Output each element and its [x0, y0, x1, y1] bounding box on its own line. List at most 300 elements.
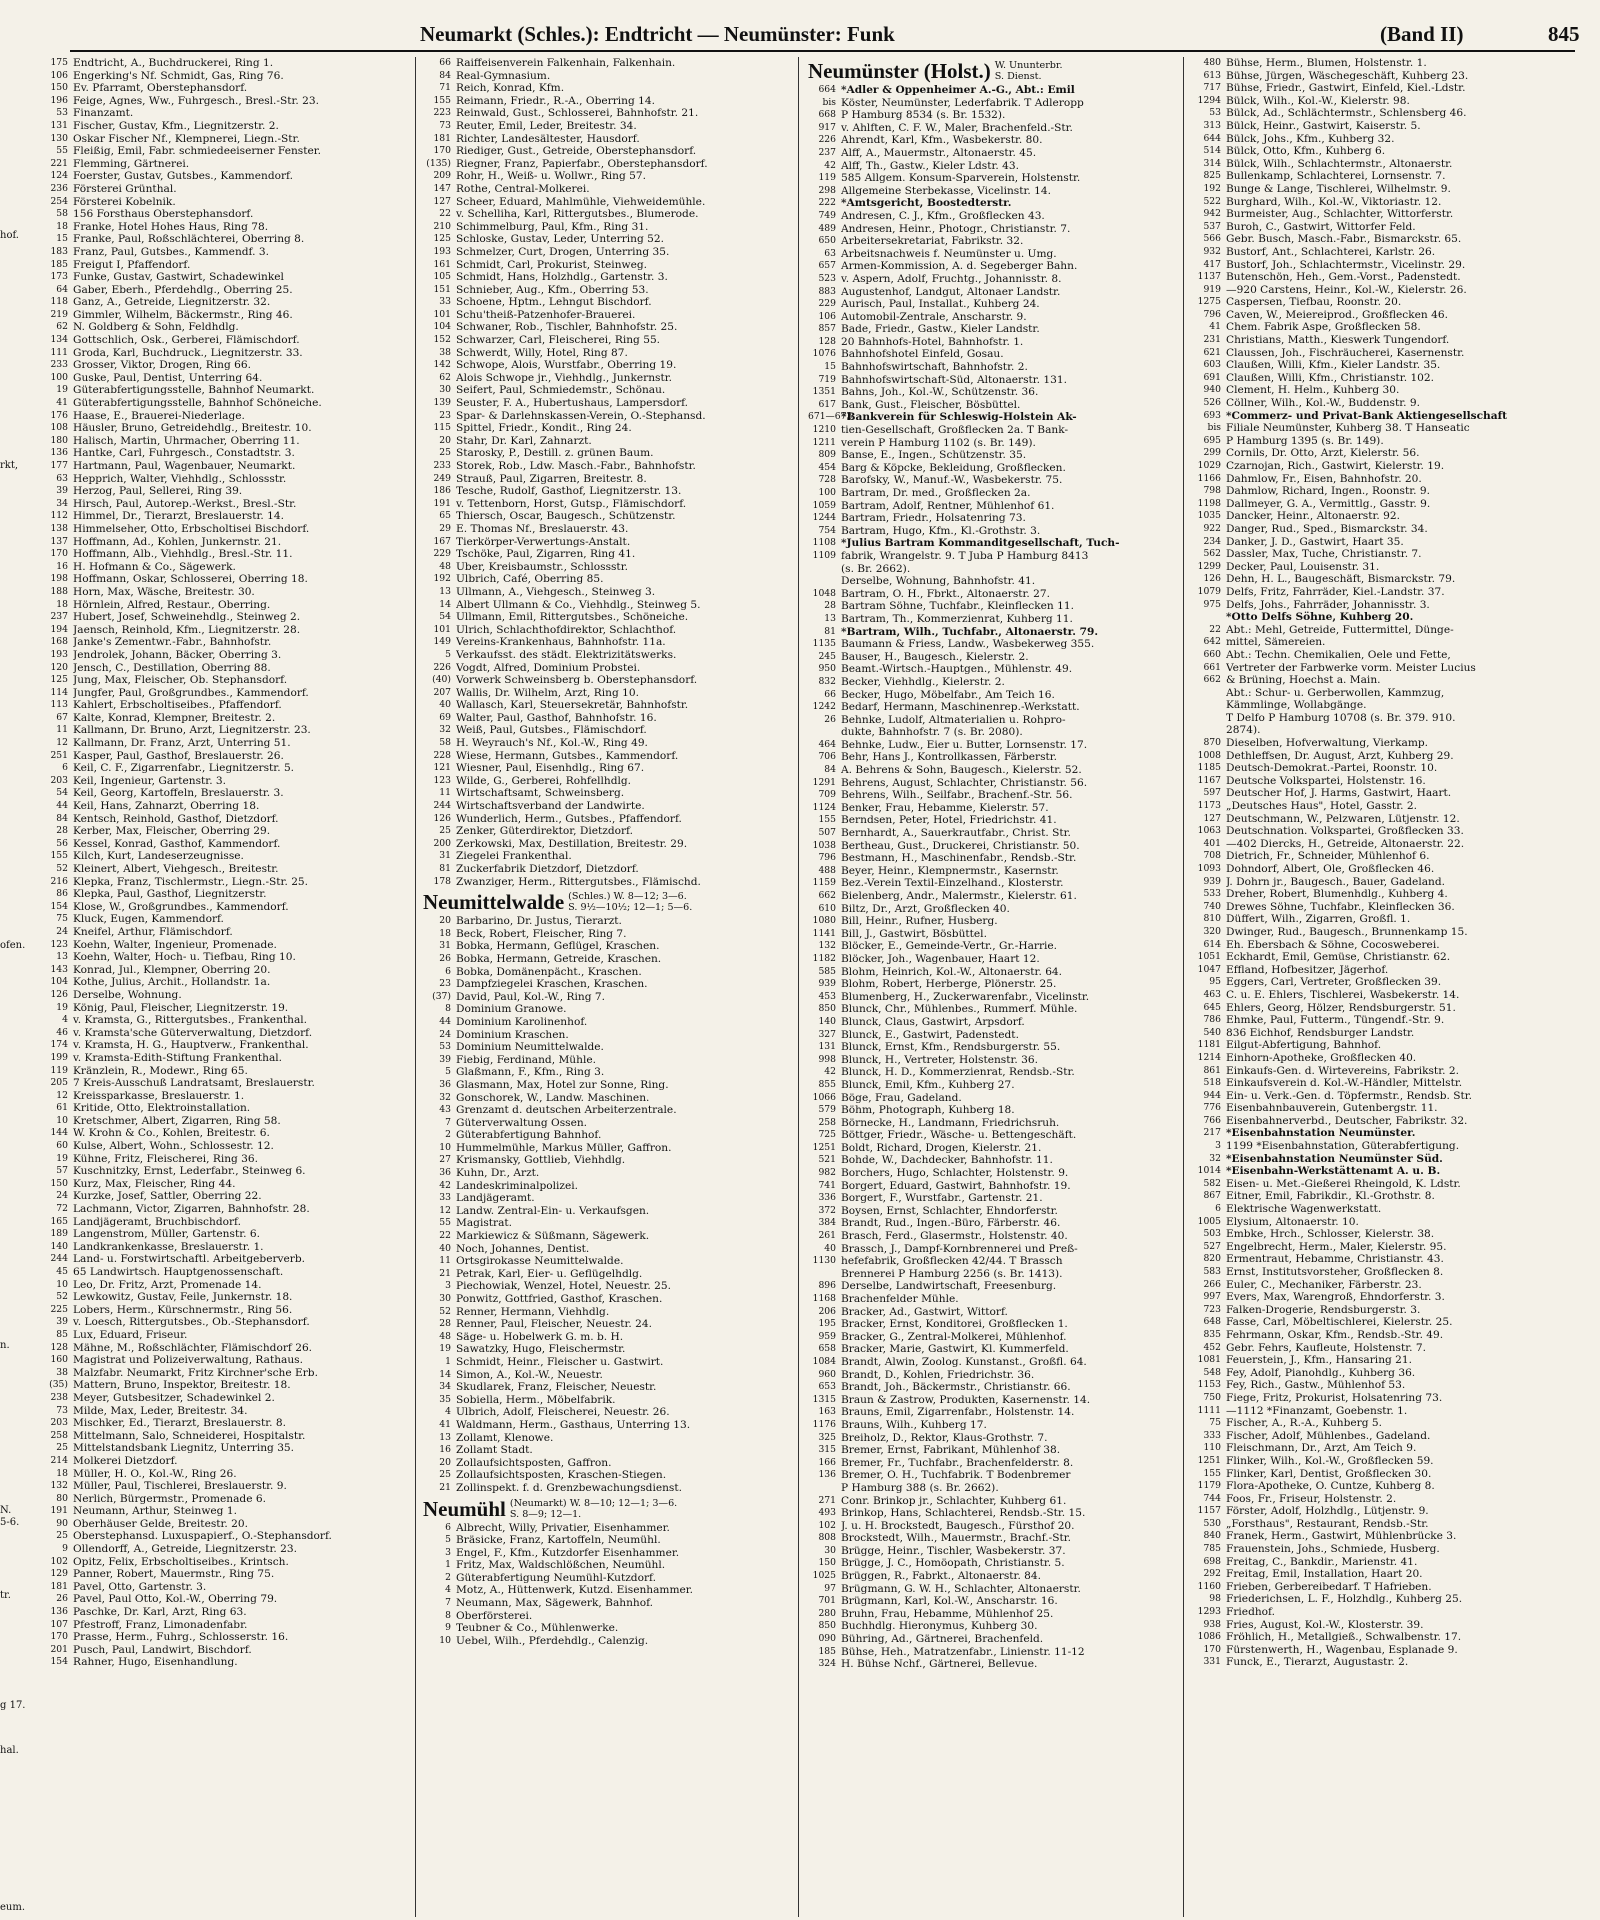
phone-number: 41 — [439, 1418, 451, 1430]
phone-number: 8 — [445, 1609, 451, 1621]
subscriber-name: Bracker, Marie, Gastwirt, Kl. Kummerfeld. — [841, 1343, 1069, 1356]
subscriber-name: Müller, H. O., Kol.-W., Ring 26. — [73, 1467, 237, 1480]
phone-number: 25 — [439, 825, 451, 837]
directory-entry — [40, 133, 415, 146]
subscriber-name: hefefabrik, Großflecken 42/44. T Brassch — [841, 1255, 1063, 1268]
directory-entry — [423, 158, 798, 171]
subscriber-name: Brandt, D., Kohlen, Friedrichstr. 36. — [841, 1368, 1035, 1381]
phone-number: 1084 — [812, 1355, 836, 1367]
phone-number: 1 — [445, 1355, 451, 1367]
subscriber-name: Häusler, Bruno, Getreidehdlg., Breitestr. 10. — [73, 422, 312, 435]
phone-number — [1193, 611, 1226, 624]
directory-entry — [808, 714, 1183, 727]
directory-entry — [808, 1633, 1183, 1646]
phone-number: 1063 — [1197, 825, 1221, 837]
office-hours: W. Ununterbr. S. Dienst. — [994, 60, 1063, 82]
subscriber-name: Herzog, Paul, Sellerei, Ring 39. — [73, 485, 243, 498]
subscriber-name: Bülck, Ad., Schlächtermstr., Schlensberg 46. — [1226, 107, 1467, 120]
directory-entry — [40, 536, 415, 549]
subscriber-name: Mattern, Bruno, Inspektor, Breitestr. 18. — [73, 1379, 291, 1392]
phone-number: 1066 — [812, 1091, 836, 1103]
subscriber-name: Bernhardt, A., Sauerkrautfabr., Christ. Str. — [841, 827, 1071, 840]
subscriber-name: Güterabfertigung Neumühl-Kutzdorf. — [456, 1571, 656, 1584]
phone-number: 40 — [439, 699, 451, 711]
phone-number — [808, 563, 841, 576]
phone-number: 1160 — [1197, 1580, 1221, 1592]
phone-number: 518 — [1203, 1077, 1221, 1089]
subscriber-name: A. Behrens & Sohn, Baugesch., Kielerstr. 52. — [841, 764, 1082, 777]
directory-entry — [808, 1306, 1183, 1319]
phone-number: 42 — [824, 1066, 836, 1078]
subscriber-name: Freigut I, Pfaffendorf. — [73, 258, 191, 271]
phone-number: 870 — [1203, 737, 1221, 749]
phone-number: 261 — [818, 1230, 836, 1242]
directory-entry — [1193, 170, 1568, 183]
phone-number: 940 — [1203, 384, 1221, 396]
phone-number: 1111 — [1197, 1404, 1221, 1416]
directory-entry — [808, 411, 1183, 424]
subscriber-name: Ernst, Institutsvorsteher, Großflecken 8. — [1226, 1266, 1444, 1278]
directory-entry — [808, 1343, 1183, 1356]
directory-entry — [1193, 750, 1568, 763]
phone-number: 1214 — [1197, 1051, 1221, 1063]
subscriber-name: Kämmlinge, Wollabgänge. — [1226, 699, 1367, 712]
subscriber-name: Simon, A., Kol.-W., Neuestr. — [456, 1368, 603, 1381]
subscriber-name: Dohndorf, Albert, Ole, Großflecken 46. — [1226, 863, 1435, 875]
subscriber-name: Bahnhofswirtschaft, Bahnhofstr. 2. — [841, 361, 1028, 374]
directory-entry — [423, 246, 798, 259]
subscriber-name: Panner, Robert, Mauermstr., Ring 75. — [73, 1568, 275, 1581]
directory-entry — [40, 347, 415, 360]
directory-entry — [423, 1003, 798, 1016]
subscriber-name: Andresen, Heinr., Photogr., Christianstr. 7. — [841, 222, 1071, 235]
directory-entry — [40, 939, 415, 952]
directory-entry — [1193, 473, 1568, 486]
left-margin-fragments — [0, 55, 36, 1915]
directory-entry — [40, 70, 415, 83]
directory-entry — [40, 825, 415, 838]
phone-number: 613 — [1203, 69, 1221, 81]
phone-number — [1193, 712, 1226, 725]
phone-number: 115 — [433, 422, 451, 434]
subscriber-name: Hepprich, Walter, Viehhdlg., Schlossstr. — [73, 472, 287, 485]
subscriber-name: Blohm, Heinrich, Kol.-W., Altonaerstr. 64. — [841, 965, 1063, 978]
subscriber-name: J. u. H. Brockstedt, Baugesch., Fürsthof 20. — [841, 1519, 1075, 1532]
phone-number: 41 — [1209, 321, 1221, 333]
directory-entry — [40, 649, 415, 662]
subscriber-name: Seifert, Paul, Schmiedemstr., Schönau. — [456, 384, 666, 397]
column-4 — [1193, 57, 1568, 1917]
phone-number: 150 — [818, 1557, 836, 1569]
subscriber-name: Bill, J., Gastwirt, Bösbüttel. — [841, 927, 987, 940]
directory-entry — [1193, 926, 1568, 939]
phone-number: 180 — [50, 434, 68, 446]
phone-number: 464 — [818, 738, 836, 750]
subscriber-name: Stahr, Dr. Karl, Zahnarzt. — [456, 434, 592, 447]
directory-entry — [1193, 536, 1568, 549]
directory-entry — [40, 1165, 415, 1178]
subscriber-name: Zollamt, Klenowe. — [456, 1431, 554, 1444]
subscriber-name: Bracker, Ad., Gastwirt, Wittorf. — [841, 1305, 1008, 1318]
phone-number: 527 — [1203, 1240, 1221, 1252]
directory-entry — [423, 359, 798, 372]
subscriber-name: Bestmann, H., Maschinenfabr., Rendsb.-Str. — [841, 852, 1077, 865]
phone-number: 193 — [50, 648, 68, 660]
office-hours: (Neumarkt) W. 8—10; 12—1; 3—6. S. 8—9; 12—1. — [509, 1497, 678, 1520]
phone-number: 808 — [818, 1532, 836, 1544]
phone-number: 27 — [439, 1154, 451, 1166]
phone-number: 63 — [824, 247, 836, 259]
subscriber-name: Richter, Landesältester, Hausdorf. — [456, 132, 640, 145]
directory-entry — [1193, 1090, 1568, 1103]
phone-number: 72 — [56, 1203, 68, 1215]
phone-number: 128 — [50, 1341, 68, 1353]
subscriber-name: Deutsch-Demokrat.-Partei, Roonstr. 10. — [1226, 762, 1438, 775]
margin-fragment: N. — [0, 1505, 12, 1516]
subscriber-name: Klose, W., Großgrundbes., Kammendorf. — [73, 900, 289, 913]
directory-entry — [1193, 1581, 1568, 1594]
subscriber-name: Brachenfelder Mühle. — [841, 1293, 959, 1305]
directory-entry — [423, 1356, 798, 1369]
phone-number — [1193, 724, 1226, 737]
directory-entry — [808, 626, 1183, 639]
subscriber-name: —920 Carstens, Heinr., Kol.-W., Kielerstr. 26. — [1226, 283, 1467, 296]
directory-entry — [1193, 334, 1568, 347]
subscriber-name: Bremer, O. H., Tuchfabrik. T Bodenbremer — [841, 1469, 1071, 1482]
directory-entry — [808, 374, 1183, 387]
phone-number: 15 — [824, 361, 836, 373]
phone-number: 231 — [1203, 334, 1221, 346]
subscriber-name: Feige, Agnes, Ww., Fuhrgesch., Bresl.-Str. 23. — [73, 94, 320, 107]
phone-number: 19 — [56, 384, 68, 396]
subscriber-name: Molkerei Dietzdorf. — [73, 1454, 178, 1467]
phone-number: 5 — [445, 1066, 451, 1078]
directory-entry — [1193, 1631, 1568, 1644]
phone-number: 170 — [50, 548, 68, 560]
phone-number: 155 — [1203, 1467, 1221, 1479]
subscriber-name: Koehn, Walter, Ingenieur, Promenade. — [73, 938, 277, 951]
phone-number: 754 — [818, 524, 836, 536]
directory-entry — [40, 485, 415, 498]
directory-entry — [40, 221, 415, 234]
phone-number: 189 — [50, 1228, 68, 1240]
subscriber-name: Ev. Pfarramt, Oberstephansdorf. — [73, 82, 248, 95]
directory-entry — [1193, 624, 1568, 637]
subscriber-name: Hoffmann, Alb., Viehhdlg., Bresl.-Str. 11. — [73, 548, 293, 561]
directory-entry — [808, 1167, 1183, 1180]
subscriber-name: Riediger, Gust., Getreide, Oberstephansdorf. — [456, 145, 697, 158]
directory-entry — [808, 1595, 1183, 1608]
phone-number: 1351 — [812, 386, 836, 398]
subscriber-name: Beamt.-Wirtsch.-Hauptgen., Mühlenstr. 49. — [841, 663, 1073, 676]
phone-number: 648 — [1203, 1316, 1221, 1328]
directory-entry — [40, 1518, 415, 1531]
phone-number: 1185 — [1197, 762, 1221, 774]
directory-entry — [1193, 183, 1568, 196]
directory-entry — [808, 1255, 1183, 1268]
subscriber-name: Ortsgirokasse Neumittelwalde. — [456, 1255, 624, 1268]
phone-number: 4 — [445, 1406, 451, 1418]
phone-number — [1193, 699, 1226, 712]
subscriber-name: Böhm, Photograph, Kuhberg 18. — [841, 1104, 1015, 1117]
phone-number: 548 — [1203, 1366, 1221, 1378]
phone-number: 134 — [50, 334, 68, 346]
phone-number: 16 — [439, 1444, 451, 1456]
directory-entry — [40, 1379, 415, 1392]
phone-number: 104 — [433, 321, 451, 333]
subscriber-name: Kurz, Max, Fleischer, Ring 44. — [73, 1177, 236, 1190]
subscriber-name: Bobka, Hermann, Getreide, Kraschen. — [456, 952, 662, 965]
subscriber-name: Gaber, Eberh., Pferdehdlg., Oberring 25. — [73, 283, 293, 296]
directory-entry — [423, 1457, 798, 1470]
subscriber-name: Güterabfertigung Bahnhof. — [456, 1129, 602, 1142]
directory-entry — [1193, 246, 1568, 259]
subscriber-name: Bullenkamp, Schlachterei, Lornsenstr. 7. — [1226, 170, 1446, 183]
subscriber-name: Paschke, Dr. Karl, Arzt, Ring 63. — [73, 1606, 247, 1619]
directory-entry — [808, 1495, 1183, 1508]
directory-entry — [1193, 1203, 1568, 1216]
directory-entry — [40, 561, 415, 574]
subscriber-name: Abt.: Mehl, Getreide, Futtermittel, Dünge- — [1226, 623, 1454, 636]
subscriber-name: Czarnojan, Rich., Gastwirt, Kielerstr. 19. — [1226, 460, 1445, 472]
phone-number: 19 — [56, 1001, 68, 1013]
phone-number — [1193, 687, 1226, 700]
subscriber-name: Schmidt, Hans, Holzhdlg., Gartenstr. 3. — [456, 271, 668, 284]
subscriber-name: T Delfo P Hamburg 10708 (s. Br. 379. 910. — [1226, 711, 1456, 724]
subscriber-name: Riegner, Franz, Papierfabr., Oberstephansdorf. — [456, 157, 708, 170]
directory-entry — [40, 422, 415, 435]
subscriber-name: Himmel, Dr., Tierarzt, Breslauerstr. 14. — [73, 510, 284, 523]
subscriber-name: Bremer, Fr., Tuchfabr., Brachenfelderstr. 8. — [841, 1456, 1074, 1469]
directory-entry — [1193, 347, 1568, 360]
directory-entry — [808, 1419, 1183, 1432]
directory-entry — [1193, 460, 1568, 473]
phone-number: 26 — [439, 952, 451, 964]
phone-number: 254 — [50, 195, 68, 207]
place-name: Neumittelwalde — [423, 890, 565, 915]
phone-number: 127 — [1203, 812, 1221, 824]
phone-number: 44 — [56, 800, 68, 812]
directory-entry — [1193, 498, 1568, 511]
subscriber-name: Jung, Max, Fleischer, Ob. Stephansdorf. — [73, 674, 288, 687]
subscriber-name: Dieselben, Hofverwaltung, Vierkamp. — [1226, 737, 1429, 750]
directory-entry — [808, 915, 1183, 928]
directory-entry — [40, 1606, 415, 1619]
phone-number: 12 — [439, 1204, 451, 1216]
subscriber-name: Keil, Georg, Kartoffeln, Breslauerstr. 3. — [73, 787, 284, 800]
phone-number: 237 — [818, 146, 836, 158]
subscriber-name: Gonschorek, W., Landw. Maschinen. — [456, 1091, 650, 1104]
subscriber-name: „Forsthaus", Restaurant, Rendsb.-Str. — [1226, 1517, 1429, 1530]
phone-number: 320 — [1203, 925, 1221, 937]
directory-entry — [40, 775, 415, 788]
directory-entry — [40, 510, 415, 523]
directory-entry — [40, 410, 415, 423]
phone-number: 40 — [439, 1242, 451, 1254]
directory-entry — [423, 536, 798, 549]
margin-fragment: tr. — [0, 1590, 11, 1601]
phone-number: 90 — [56, 1517, 68, 1529]
directory-entry — [423, 649, 798, 662]
directory-entry — [808, 1457, 1183, 1470]
phone-number: 209 — [433, 170, 451, 182]
phone-number: 86 — [56, 888, 68, 900]
phone-number: 25 — [439, 447, 451, 459]
phone-number: 188 — [50, 585, 68, 597]
subscriber-name: Eilgut-Abfertigung, Bahnhof. — [1226, 1039, 1382, 1052]
phone-number: 28 — [56, 825, 68, 837]
subscriber-name: Vorwerk Schweinsberg b. Oberstephansdorf. — [456, 674, 698, 687]
phone-number: 192 — [433, 573, 451, 585]
subscriber-name: Flemming, Gärtnerei. — [73, 157, 190, 170]
phone-number: 170 — [1203, 1643, 1221, 1655]
phone-number: 225 — [50, 1303, 68, 1315]
phone-number: 165 — [50, 1215, 68, 1227]
subscriber-name: Böttger, Friedr., Wäsche- u. Bettengeschäft. — [841, 1129, 1077, 1142]
phone-number: 695 — [1203, 434, 1221, 446]
directory-entry — [40, 800, 415, 813]
directory-entry — [808, 1217, 1183, 1230]
subscriber-name: Rohr, H., Weiß- u. Wollwr., Ring 57. — [456, 170, 646, 183]
phone-number: 13 — [824, 612, 836, 624]
subscriber-name: Kuschnitzky, Ernst, Lederfabr., Steinweg 6. — [73, 1165, 306, 1178]
subscriber-name: Janke's Zementwr.-Fabr., Bahnhofstr. — [73, 636, 272, 649]
directory-entry — [40, 976, 415, 989]
phone-number: 950 — [818, 663, 836, 675]
phone-number: 1167 — [1197, 774, 1221, 786]
phone-number: 384 — [818, 1217, 836, 1229]
phone-number: 919 — [1203, 283, 1221, 295]
directory-entry — [423, 233, 798, 246]
phone-number: 43 — [439, 1104, 451, 1116]
subscriber-name: Wirtschaftsamt, Schweinsberg. — [456, 787, 625, 800]
subscriber-name: Benker, Frau, Hebamme, Kielerstr. 57. — [841, 801, 1049, 814]
directory-entry — [40, 1543, 415, 1556]
phone-number: 123 — [433, 774, 451, 786]
subscriber-name: Hoffmann, Oskar, Schlosserei, Oberring 18. — [73, 573, 308, 586]
phone-number: 44 — [439, 1015, 451, 1027]
directory-entry — [423, 410, 798, 423]
subscriber-name: Buroh, C., Gastwirt, Wittorfer Feld. — [1226, 220, 1416, 233]
directory-entry — [423, 347, 798, 360]
phone-number: 39 — [56, 485, 68, 497]
phone-number: 234 — [1203, 535, 1221, 547]
subscriber-name: Bunge & Lange, Tischlerei, Wilhelmstr. 9. — [1226, 182, 1451, 195]
phone-number: 708 — [1203, 850, 1221, 862]
subscriber-name: Blöcker, Joh., Wagenbauer, Haart 12. — [841, 952, 1040, 965]
subscriber-name: Hubert, Josef, Schweinehdlg., Steinweg 2. — [73, 611, 301, 624]
directory-entry — [40, 145, 415, 158]
phone-number: 46 — [56, 1026, 68, 1038]
directory-entry — [40, 57, 415, 70]
phone-number: 861 — [1203, 1064, 1221, 1076]
subscriber-name: Deutscher Hof, J. Harms, Gastwirt, Haart. — [1226, 787, 1452, 800]
phone-number: 1159 — [812, 877, 836, 889]
directory-entry — [808, 865, 1183, 878]
directory-entry — [808, 84, 1183, 97]
phone-number: 922 — [1203, 522, 1221, 534]
phone-number: 336 — [818, 1192, 836, 1204]
directory-entry — [808, 323, 1183, 336]
subscriber-name: Ullmann, Emil, Rittergutsbes., Schöneiche. — [456, 611, 689, 624]
margin-fragment: g 17. — [0, 1700, 26, 1711]
directory-entry — [423, 699, 798, 712]
directory-entry — [808, 814, 1183, 827]
directory-entry — [423, 1318, 798, 1331]
directory-entry — [1193, 1354, 1568, 1367]
subscriber-name: Franz, Paul, Gutsbes., Kammendf. 3. — [73, 245, 269, 258]
phone-number: 1130 — [812, 1255, 836, 1267]
directory-entry — [423, 460, 798, 473]
directory-entry — [808, 185, 1183, 198]
directory-entry — [423, 611, 798, 624]
directory-entry — [808, 512, 1183, 525]
phone-number: 53 — [439, 1041, 451, 1053]
directory-entry — [1193, 813, 1568, 826]
subscriber-name: H. Bühse Nchf., Gärtnerei, Bellevue. — [841, 1658, 1038, 1671]
phone-number: 30 — [439, 384, 451, 396]
subscriber-name: Kentsch, Reinhold, Gasthof, Dietzdorf. — [73, 812, 279, 825]
subscriber-name: H. Weyrauch's Nf., Kol.-W., Ring 49. — [456, 737, 648, 750]
directory-entry — [808, 663, 1183, 676]
directory-entry — [40, 1304, 415, 1317]
phone-number: 939 — [1203, 875, 1221, 887]
phone-number: 583 — [1203, 1266, 1221, 1277]
subscriber-name: Wunderlich, Herm., Gutsbes., Pfaffendorf. — [456, 812, 682, 825]
phone-number: 698 — [1203, 1555, 1221, 1567]
subscriber-name: Einkaufs-Gen. d. Wirtevereins, Fabrikstr. 2. — [1226, 1064, 1459, 1077]
directory-entry — [423, 750, 798, 763]
phone-number: 7 — [445, 1116, 451, 1128]
phone-number: 850 — [818, 1003, 836, 1015]
subscriber-name: Oberstephansd. Luxuspapierf., O.-Stephansdorf. — [73, 1530, 332, 1543]
subscriber-name: E. Thomas Nf., Breslauerstr. 43. — [456, 522, 629, 535]
directory-entry — [423, 1547, 798, 1560]
phone-number: 163 — [818, 1406, 836, 1418]
subscriber-name: Fleißig, Emil, Fabr. schmiedeeiserner Fenster. — [73, 145, 322, 158]
subscriber-name: 7 Kreis-Ausschuß Landratsamt, Breslauerstr. — [73, 1077, 315, 1090]
subscriber-name: Güterverwaltung Ossen. — [456, 1116, 588, 1129]
subscriber-name: Derselbe, Wohnung, Bahnhofstr. 41. — [841, 575, 1036, 588]
subscriber-name: Decker, Paul, Louisenstr. 31. — [1226, 560, 1380, 573]
directory-entry — [808, 1507, 1183, 1520]
subscriber-name: Franek, Herm., Gastwirt, Mühlenbrücke 3. — [1226, 1530, 1457, 1543]
phone-number: 1124 — [812, 801, 836, 813]
subscriber-name: Mähne, M., Roßschlächter, Flämischdorf 26. — [73, 1341, 313, 1354]
directory-entry — [423, 775, 798, 788]
directory-entry — [808, 613, 1183, 626]
phone-number: 850 — [818, 1620, 836, 1632]
directory-entry — [1193, 1102, 1568, 1115]
phone-number: 125 — [433, 233, 451, 245]
directory-entry — [808, 1318, 1183, 1331]
directory-entry — [808, 1658, 1183, 1671]
phone-number: 136 — [50, 1606, 68, 1618]
phone-number: 198 — [50, 573, 68, 585]
phone-number: 191 — [50, 1505, 68, 1517]
phone-number: 810 — [1203, 913, 1221, 925]
directory-entry — [423, 397, 798, 410]
directory-entry — [423, 966, 798, 979]
phone-number: 719 — [818, 373, 836, 385]
directory-entry — [423, 737, 798, 750]
phone-number: 1035 — [1197, 510, 1221, 522]
phone-number: 110 — [1203, 1442, 1221, 1454]
subscriber-name: Schimmelburg, Paul, Kfm., Ring 31. — [456, 220, 649, 233]
directory-entry — [1193, 611, 1568, 624]
subscriber-name: Dahmlow, Richard, Ingen., Roonstr. 9. — [1226, 485, 1430, 498]
directory-entry — [423, 1394, 798, 1407]
